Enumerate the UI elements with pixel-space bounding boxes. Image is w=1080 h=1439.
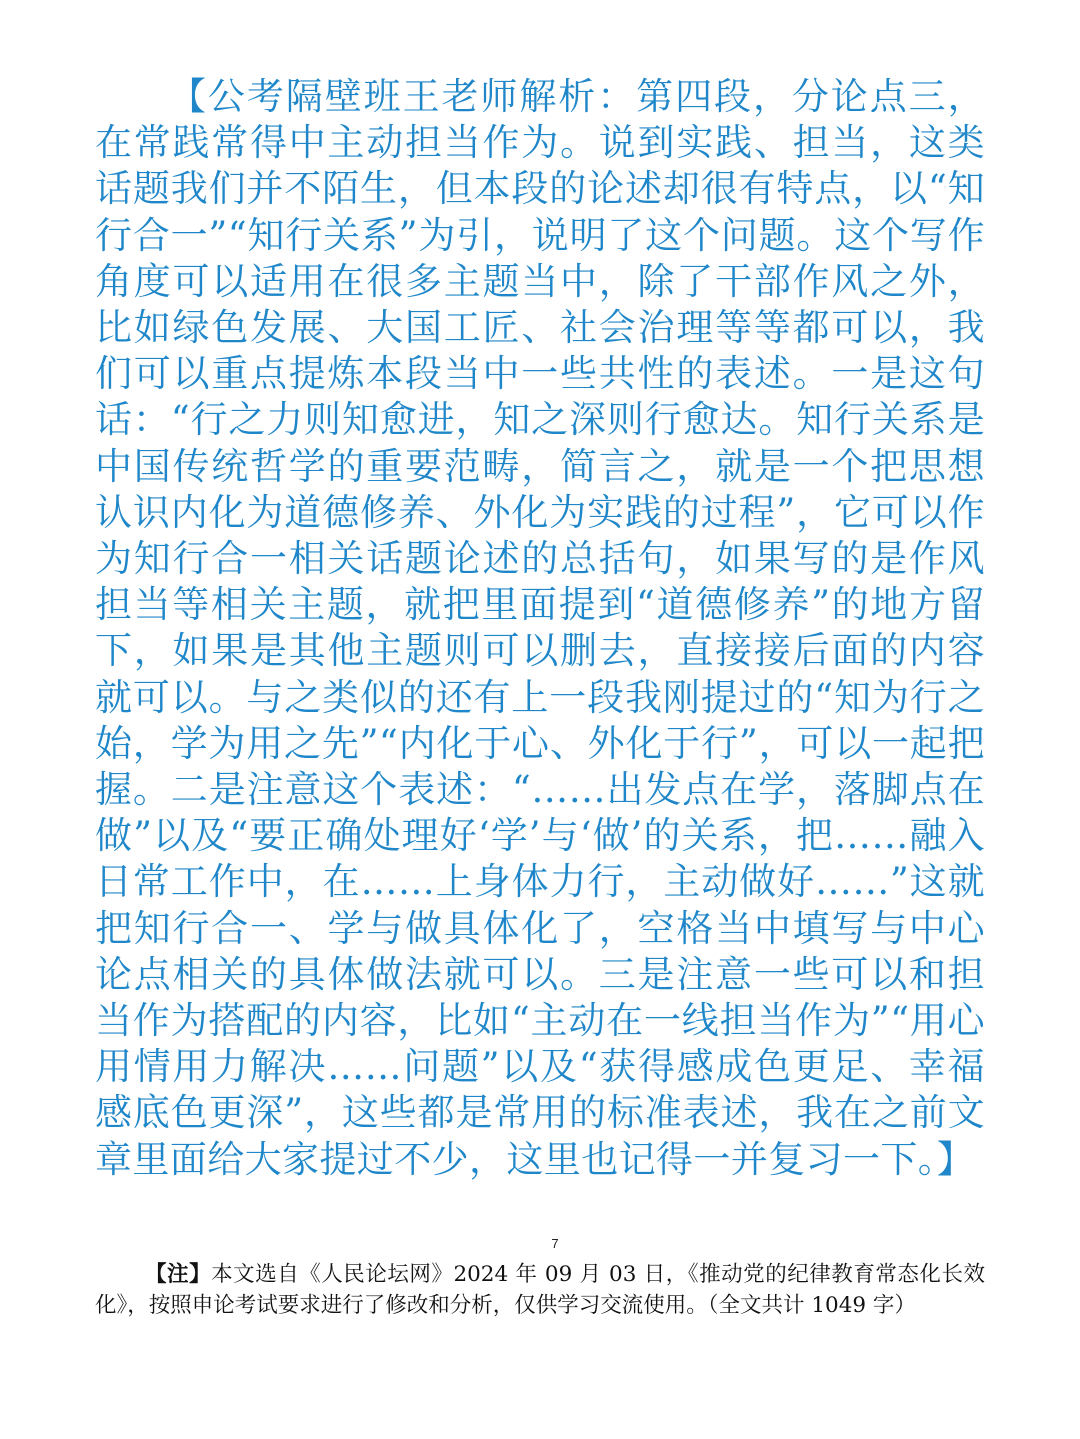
footnote (95, 1259, 985, 1321)
footnote-label: 【注】 (145, 1262, 212, 1287)
page-number: 7 (551, 1236, 559, 1251)
footnote-text: 本文选自《人民论坛网》2024 年 09 月 03 日，《推动党的纪律教育常态化长效化》，按照申论考试要求进行了修改和分析，仅供学习交流使用。（全文共计 1049 字） (95, 1262, 985, 1318)
analysis-paragraph: 【公考隔壁班王老师解析：第四段，分论点三，在常践常得中主动担当作为。说到实践、担当，这类话题我们并不陌生，但本段的论述却很有特点，以“知行合一”“知行关系”为引，说明了这个问题。这个写作角度可以适用在很多主题当中，除了干部作风之外，比如绿色发展、大国工匠、社会治理等等都可以，我们可以重点提炼本段当中一些共性的表述。一是这句话：“行之力则知愈进，知之深则行愈达。知行关系是中国传统哲学的重要范畴，简言之，就是一个把思想认识内化为道德修养、外化为实践的过程”，它可以作为知行合一相关话题论述的总括句，如果写的是作风担当等相关主题，就把里面提到“道德修养”的地方留下，如果是其他主题则可以删去，直接接后面的内容就可以。与之类似的还有上一段我刚提过的“知为行之始，学为用之先”“内化于心、外化于行”，可以一起把握。二是注意这个表述：“……出发点在学，落脚点在做”以及“要正确处理好‘学’与‘做’的关系，把……融入日常工作中，在……上身体力行，主动做好……”这就把知行合一、学与做具体化了，空格当中填写与中心论点相关的具体做法就可以。三是注意一些可以和担当作为搭配的内容，比如“主动在一线担当作为”“用心用情用力解决……问题”以及“获得感成色更足、幸福感底色更深”，这些都是常用的标准表述，我在之前文章里面给大家提过不少，这里也记得一并复习一下。】 (95, 75, 985, 1181)
